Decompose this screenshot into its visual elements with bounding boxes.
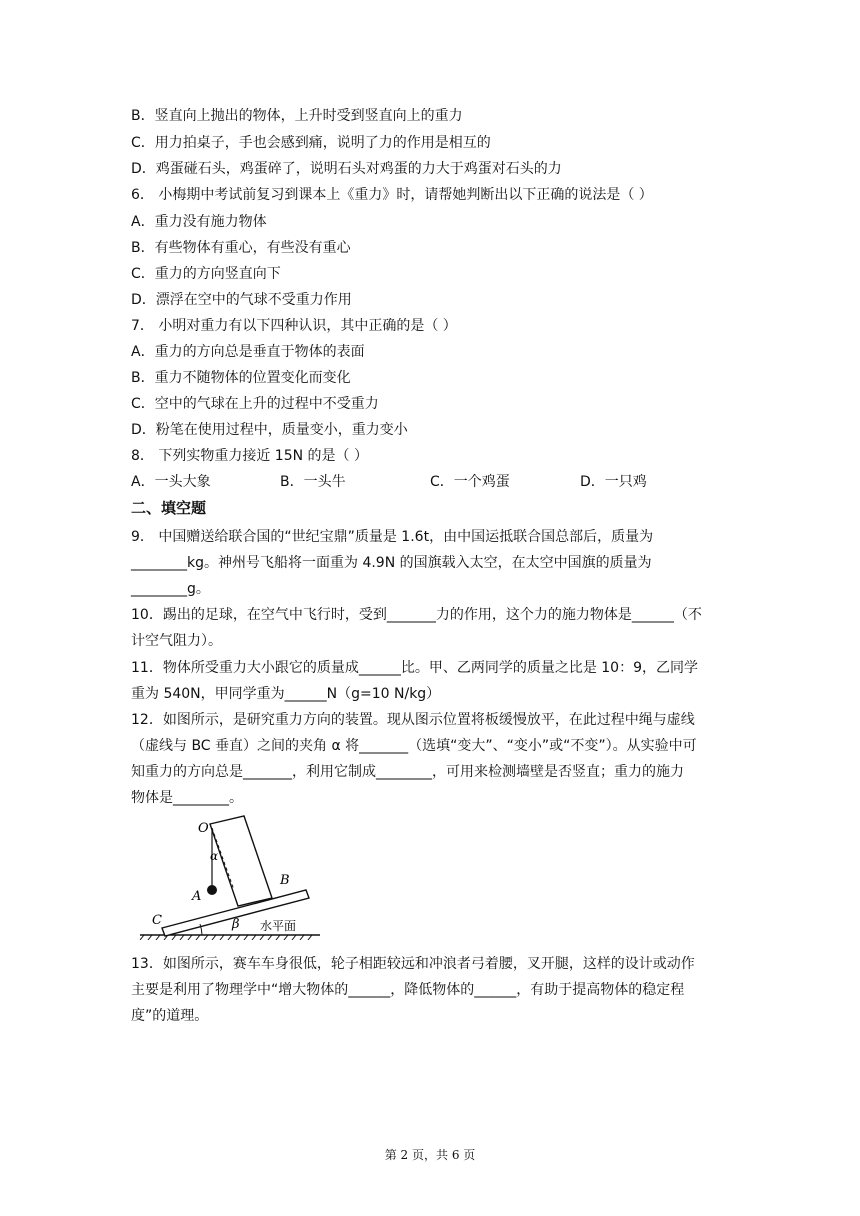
q5-option-d: D．鸡蛋碰石头，鸡蛋碎了，说明石头对鸡蛋的力大于鸡蛋对石头的力 [131, 161, 562, 177]
q12-line-1: 12．如图所示，是研究重力方向的装置。现从图示位置将板缓慢放平，在此过程中绳与虚线 [131, 712, 695, 728]
gravity-direction-figure [140, 810, 320, 940]
q6-option-d: D．漂浮在空中的气球不受重力作用 [131, 292, 352, 308]
label-ground: 水平面 [260, 919, 297, 933]
label-alpha: α [210, 849, 219, 863]
q8-stem: 8． 下列实物重力接近 15N 的是（ ） [131, 448, 368, 464]
q9-line-1: 9． 中国赠送给联合国的“世纪宝鼎”质量是 1.6t，由中国运抵联合国总部后，质量为 [131, 529, 654, 545]
section-heading: 二、填空题 [131, 499, 207, 517]
label-b: B [280, 873, 290, 888]
q7-option-b: B．重力不随物体的位置变化而变化 [131, 370, 351, 386]
q6-stem: 6． 小梅期中考试前复习到课本上《重力》时，请帮她判断出以下正确的说法是（ ） [131, 187, 653, 203]
q7-stem: 7． 小明对重力有以下四种认识，其中正确的是（ ） [131, 318, 457, 334]
q7-option-a: A．重力的方向总是垂直于物体的表面 [131, 344, 365, 360]
q12-line-4: 物体是________。 [131, 790, 243, 806]
q11-line-2: 重为 540N，甲同学重为______N（g=10 N/kg） [131, 686, 441, 702]
q7-option-c: C．空中的气球在上升的过程中不受重力 [131, 396, 379, 412]
q13-line-3: 度”的道理。 [131, 1008, 209, 1024]
plumb-bob [207, 885, 217, 895]
label-o: O [198, 821, 209, 836]
q8-option-b: B．一头牛 [280, 474, 346, 490]
upright-board [210, 816, 272, 906]
q6-option-b: B．有些物体有重心，有些没有重心 [131, 240, 351, 256]
q8-option-c: C．一个鸡蛋 [430, 474, 510, 490]
q8-option-d: D．一只鸡 [580, 474, 647, 490]
q5-option-b: B．竖直向上抛出的物体，上升时受到竖直向上的重力 [131, 108, 463, 124]
q12-line-2: （虚线与 BC 垂直）之间的夹角 α 将_______（选填“变大”、“变小”或“不变”）。从实验中可 [131, 738, 697, 754]
q13-line-2: 主要是利用了物理学中“增大物体的______，降低物体的______，有助于提高物体的稳定程 [131, 982, 685, 998]
page-footer: 第 2 页，共 6 页 [384, 1148, 476, 1162]
q11-line-1: 11．物体所受重力大小跟它的质量成______比。甲、乙两同学的质量之比是 10：9，乙同学 [131, 660, 698, 676]
q13-line-1: 13．如图所示，赛车车身很低，轮子相距较远和冲浪者弓着腰，叉开腿，这样的设计或动作 [131, 956, 695, 972]
q10-line-2: 计空气阻力）。 [131, 633, 222, 649]
q6-option-a: A．重力没有施力物体 [131, 214, 267, 230]
q9-line-3: ________g。 [131, 581, 210, 597]
q8-option-a: A．一头大象 [131, 474, 211, 490]
label-a: A [192, 889, 202, 904]
q6-option-c: C．重力的方向竖直向下 [131, 266, 281, 282]
q7-option-d: D．粉笔在使用过程中，质量变小，重力变小 [131, 422, 408, 438]
label-beta: β [232, 917, 240, 932]
label-c: C [152, 913, 162, 928]
q12-line-3: 知重力的方向总是_______，利用它制成________，可用来检测墙壁是否竖直；重力的施力 [131, 764, 684, 780]
q5-option-c: C．用力拍桌子，手也会感到痛，说明了力的作用是相互的 [131, 135, 491, 151]
q10-line-1: 10．踢出的足球，在空气中飞行时，受到_______力的作用，这个力的施力物体是______（不 [131, 607, 702, 623]
q9-line-2: ________kg。神州号飞船将一面重为 4.9N 的国旗载入太空，在太空中国旗的质量为 [131, 555, 652, 571]
